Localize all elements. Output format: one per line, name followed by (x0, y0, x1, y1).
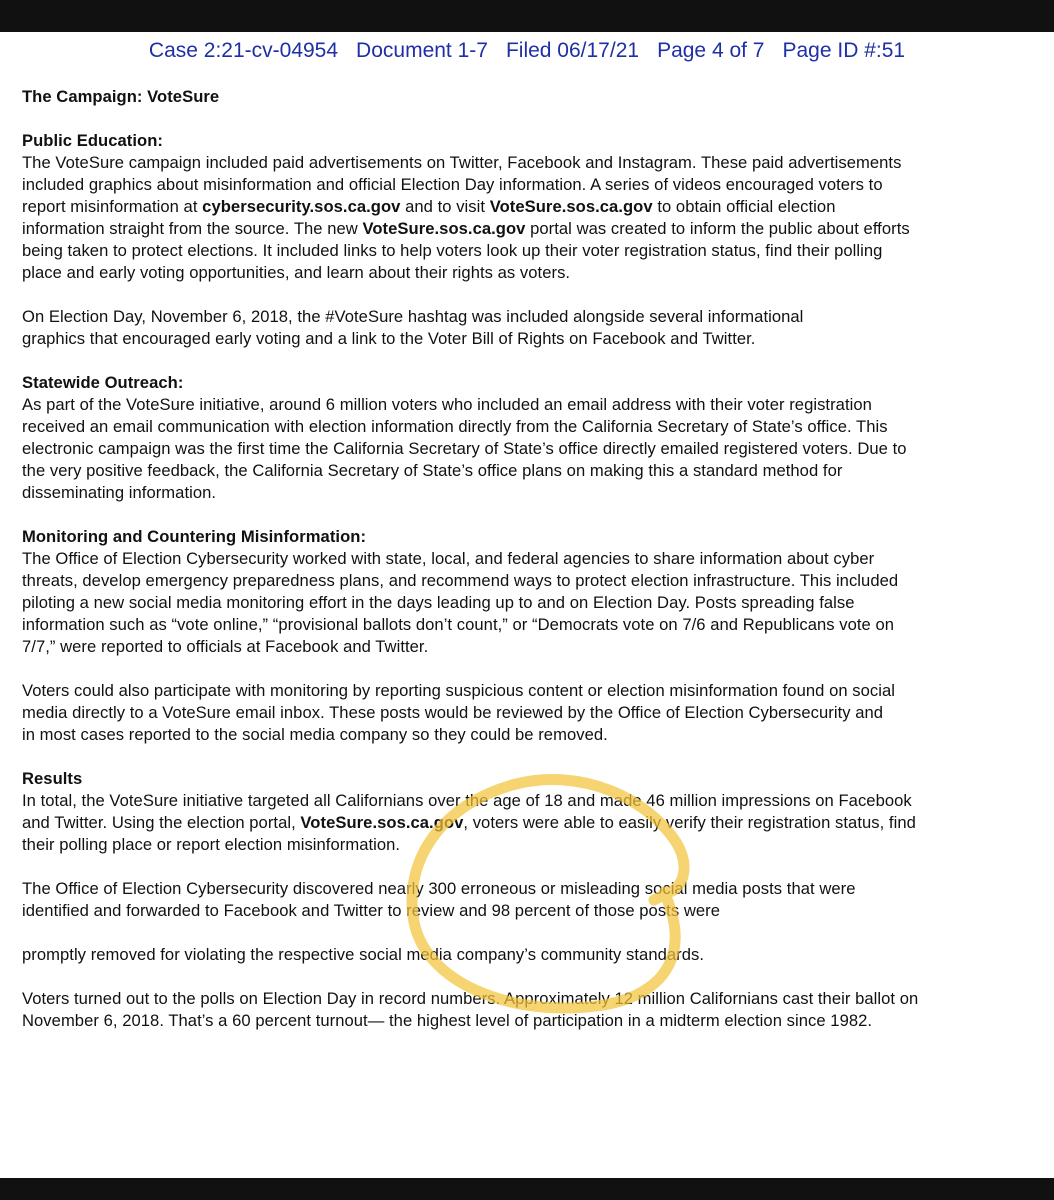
bottom-frame-bar (0, 1178, 1054, 1200)
text-line: The VoteSure campaign included paid advertisements on Twitter, Facebook and Instagram. These paid advertisements (22, 153, 902, 172)
text-line: disseminating information. (22, 483, 217, 502)
text-line: and Twitter. Using the election portal, VoteSure.sos.ca.gov, voters were able to easily verify their registration status, find (22, 813, 916, 832)
cybersecurity-url: cybersecurity.sos.ca.gov (202, 197, 401, 216)
text-line: As part of the VoteSure initiative, around 6 million voters who included an email address with their voter registration (22, 395, 872, 414)
text-line: being taken to protect elections. It included links to help voters look up their voter registration status, find their polling (22, 241, 883, 260)
results-paragraph-2 (22, 878, 1042, 922)
text-line: information straight from the source. The new VoteSure.sos.ca.gov portal was created to inform the public about efforts (22, 219, 910, 238)
results-paragraph-4 (22, 988, 1042, 1032)
statewide-outreach-heading: Statewide Outreach: (22, 373, 184, 392)
text-line: The Office of Election Cybersecurity discovered nearly 300 erroneous or misleading social media posts that were (22, 879, 856, 898)
votesure-url: VoteSure.sos.ca.gov (489, 197, 653, 216)
document-body (22, 86, 1042, 1032)
monitoring-section (22, 526, 1042, 746)
public-education-heading: Public Education: (22, 131, 163, 150)
statewide-outreach-paragraph (22, 394, 1042, 504)
page-number: Page 4 of 7 (657, 39, 765, 62)
text-line: identified and forwarded to Facebook and Twitter to review and 98 percent of those posts were (22, 901, 721, 920)
monitoring-heading: Monitoring and Countering Misinformation: (22, 527, 367, 546)
text-line: In total, the VoteSure initiative targeted all Californians over the age of 18 and made 46 million impressions on Facebook (22, 791, 912, 810)
filed-date: Filed 06/17/21 (505, 39, 640, 62)
public-education-paragraph-2 (22, 306, 1042, 350)
text-line: graphics that encouraged early voting and a link to the Voter Bill of Rights on Facebook and Twitter. (22, 329, 756, 348)
monitoring-paragraph-2 (22, 680, 1042, 746)
results-heading: Results (22, 769, 83, 788)
campaign-title: The Campaign: VoteSure (22, 87, 220, 106)
text-line: On Election Day, November 6, 2018, the #VoteSure hashtag was included alongside several informational (22, 307, 804, 326)
text-line: the very positive feedback, the California Secretary of State’s office plans on making this a standard method for (22, 461, 843, 480)
document-page (0, 32, 1054, 1178)
results-paragraph-3 (22, 944, 1042, 966)
text-line: information such as “vote online,” “provisional ballots don’t count,” or “Democrats vote on 7/6 and Republicans vote on (22, 615, 895, 634)
case-number: Case 2:21-cv-04954 (148, 39, 339, 62)
text-line: Voters turned out to the polls on Election Day in record numbers. Approximately 12 million Californians cast their ballot on (22, 989, 919, 1008)
statewide-outreach-section (22, 372, 1042, 504)
page-id: Page ID #:51 (782, 39, 906, 62)
text-line: place and early voting opportunities, and learn about their rights as voters. (22, 263, 571, 282)
text-line: electronic campaign was the first time the California Secretary of State’s office directly emailed registered voters. Due to (22, 439, 907, 458)
text-line: threats, develop emergency preparedness plans, and recommend ways to protect election infrastructure. This included (22, 571, 899, 590)
text-line: report misinformation at cybersecurity.sos.ca.gov and to visit VoteSure.sos.ca.gov to obtain official election (22, 197, 836, 216)
text-line: November 6, 2018. That’s a 60 percent turnout— the highest level of participation in a midterm election since 1982. (22, 1011, 873, 1030)
results-paragraph-1 (22, 790, 1042, 856)
case-header (0, 39, 1054, 63)
text-line: promptly removed for violating the respective social media company’s community standards. (22, 945, 705, 964)
text-line: received an email communication with election information directly from the California Secretary of State’s office. This (22, 417, 888, 436)
results-section (22, 768, 1042, 1032)
public-education-paragraph-1 (22, 152, 1042, 284)
text-line: their polling place or report election misinformation. (22, 835, 401, 854)
text-line: in most cases reported to the social media company so they could be removed. (22, 725, 608, 744)
text-line: included graphics about misinformation and official Election Day information. A series of videos encouraged voters to (22, 175, 883, 194)
monitoring-paragraph-1 (22, 548, 1042, 658)
top-frame-bar (0, 0, 1054, 32)
public-education-section (22, 130, 1042, 350)
text-line: piloting a new social media monitoring effort in the days leading up to and on Election Day. Posts spreading false (22, 593, 855, 612)
document-number: Document 1-7 (356, 39, 488, 62)
votesure-url: VoteSure.sos.ca.gov (300, 813, 464, 832)
votesure-url: VoteSure.sos.ca.gov (362, 219, 526, 238)
text-line: Voters could also participate with monitoring by reporting suspicious content or election misinformation found on social (22, 681, 896, 700)
text-line: 7/7,” were reported to officials at Facebook and Twitter. (22, 637, 429, 656)
text-line: media directly to a VoteSure email inbox. These posts would be reviewed by the Office of Election Cybersecurity and (22, 703, 884, 722)
text-line: The Office of Election Cybersecurity worked with state, local, and federal agencies to share information about cyber (22, 549, 875, 568)
